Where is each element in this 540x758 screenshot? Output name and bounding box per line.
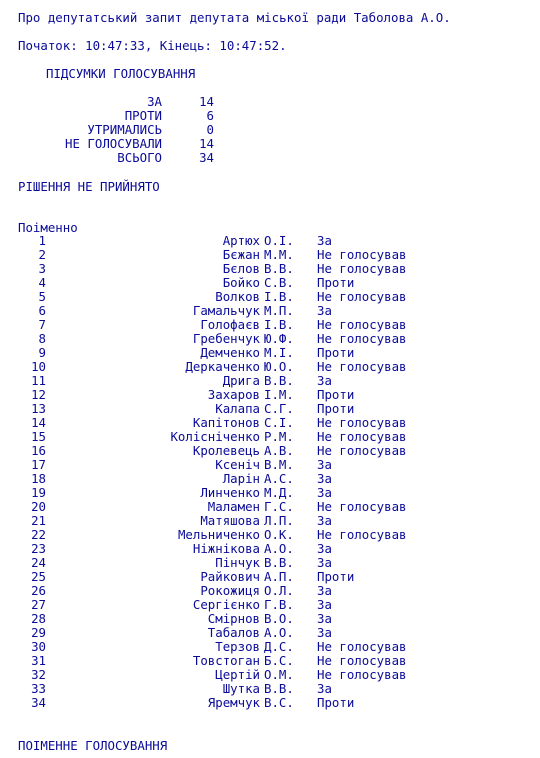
deputy-vote: Не голосував (317, 443, 407, 458)
deputy-surname: Захаров (207, 387, 260, 402)
deputy-number: 13 (31, 401, 46, 416)
deputy-initials: В.М. (264, 457, 294, 472)
roll-call-row (0, 682, 540, 696)
roll-call-row (0, 458, 540, 472)
deputy-number: 27 (31, 597, 46, 612)
deputy-number: 9 (38, 345, 46, 360)
deputy-number: 24 (31, 555, 46, 570)
deputy-vote: За (317, 681, 332, 696)
deputy-surname: Дрига (222, 373, 260, 388)
roll-call-row (0, 584, 540, 598)
deputy-number: 20 (31, 499, 46, 514)
deputy-vote: Не голосував (317, 247, 407, 262)
deputy-number: 2 (38, 247, 46, 262)
summary-value-total: 34 (199, 150, 214, 165)
deputy-initials: Д.С. (264, 639, 294, 654)
roll-call-row (0, 332, 540, 346)
deputy-number: 3 (38, 261, 46, 276)
deputy-vote: Проти (317, 387, 355, 402)
deputy-number: 26 (31, 583, 46, 598)
roll-call-row (0, 416, 540, 430)
deputy-vote: Не голосував (317, 499, 407, 514)
deputy-number: 32 (31, 667, 46, 682)
roll-call-row (0, 696, 540, 710)
deputy-initials: В.В. (264, 681, 294, 696)
deputy-surname: Демченко (200, 345, 260, 360)
roll-call-row (0, 500, 540, 514)
deputy-initials: Г.С. (264, 499, 294, 514)
deputy-number: 18 (31, 471, 46, 486)
deputy-vote: За (317, 597, 332, 612)
summary-label-total: ВСЬОГО (117, 150, 162, 165)
deputy-surname: Колісніченко (170, 429, 260, 444)
deputy-initials: А.П. (264, 569, 294, 584)
deputy-surname: Матяшова (200, 513, 260, 528)
deputy-number: 10 (31, 359, 46, 374)
deputy-initials: М.І. (264, 345, 294, 360)
deputy-surname: Шутка (222, 681, 260, 696)
deputy-initials: І.М. (264, 387, 294, 402)
roll-call-title: Поіменно (18, 220, 78, 235)
deputy-initials: С.І. (264, 415, 294, 430)
deputy-surname: Калапа (215, 401, 260, 416)
deputy-initials: В.В. (264, 555, 294, 570)
deputy-vote: Не голосував (317, 289, 407, 304)
deputy-vote: За (317, 373, 332, 388)
deputy-surname: Кролевець (192, 443, 260, 458)
deputy-number: 19 (31, 485, 46, 500)
vote-time: Початок: 10:47:33, Кінець: 10:47:52. (18, 38, 287, 53)
summary-label-against: ПРОТИ (124, 108, 162, 123)
deputy-surname: Волков (215, 289, 260, 304)
deputy-surname: Рокожиця (200, 583, 260, 598)
deputy-vote: Проти (317, 345, 355, 360)
deputy-vote: За (317, 625, 332, 640)
deputy-surname: Яремчук (207, 695, 260, 710)
deputy-vote: За (317, 611, 332, 626)
deputy-vote: За (317, 457, 332, 472)
deputy-initials: В.О. (264, 611, 294, 626)
roll-call-row (0, 276, 540, 290)
deputy-initials: М.П. (264, 303, 294, 318)
deputy-number: 4 (38, 275, 46, 290)
vote-subject: Про депутатський запит депутата міської ради Таболова А.О. (18, 10, 451, 25)
roll-call-row (0, 444, 540, 458)
deputy-initials: М.М. (264, 247, 294, 262)
deputy-surname: Сергієнко (192, 597, 260, 612)
deputy-vote: За (317, 303, 332, 318)
roll-call-row (0, 598, 540, 612)
deputy-vote: Не голосував (317, 667, 407, 682)
roll-call-row (0, 304, 540, 318)
deputy-vote: За (317, 471, 332, 486)
deputy-vote: Проти (317, 695, 355, 710)
roll-call-row (0, 640, 540, 654)
roll-call-row (0, 528, 540, 542)
deputy-surname: Голофаєв (200, 317, 260, 332)
deputy-surname: Маламен (207, 499, 260, 514)
deputy-vote: Не голосував (317, 429, 407, 444)
deputy-surname: Бойко (222, 275, 260, 290)
deputy-vote: Не голосував (317, 527, 407, 542)
deputy-initials: Г.В. (264, 597, 294, 612)
deputy-number: 28 (31, 611, 46, 626)
summary-label-for: ЗА (147, 94, 162, 109)
deputy-initials: О.І. (264, 233, 294, 248)
deputy-initials: С.В. (264, 275, 294, 290)
roll-call-row (0, 626, 540, 640)
roll-call-row (0, 654, 540, 668)
deputy-vote: Не голосував (317, 317, 407, 332)
footer-title: ПОІМЕННЕ ГОЛОСУВАННЯ (18, 738, 168, 753)
deputy-initials: О.Л. (264, 583, 294, 598)
deputy-surname: Ніжнікова (192, 541, 260, 556)
roll-call-row (0, 402, 540, 416)
deputy-surname: Табалов (207, 625, 260, 640)
deputy-initials: Р.М. (264, 429, 294, 444)
deputy-initials: А.В. (264, 443, 294, 458)
deputy-surname: Ксеніч (215, 457, 260, 472)
deputy-initials: В.С. (264, 695, 294, 710)
deputy-number: 22 (31, 527, 46, 542)
deputy-number: 11 (31, 373, 46, 388)
deputy-surname: Деркаченко (185, 359, 260, 374)
summary-value-for: 14 (199, 94, 214, 109)
deputy-number: 30 (31, 639, 46, 654)
deputy-vote: Не голосував (317, 331, 407, 346)
deputy-number: 8 (38, 331, 46, 346)
roll-call-row (0, 388, 540, 402)
deputy-initials: І.В. (264, 317, 294, 332)
roll-call-row (0, 262, 540, 276)
deputy-surname: Артюх (222, 233, 260, 248)
deputy-surname: Райкович (200, 569, 260, 584)
deputy-number: 23 (31, 541, 46, 556)
summary-value-abstained: 0 (206, 122, 214, 137)
deputy-number: 29 (31, 625, 46, 640)
deputy-number: 34 (31, 695, 46, 710)
roll-call-row (0, 290, 540, 304)
roll-call-row (0, 570, 540, 584)
roll-call-row (0, 612, 540, 626)
roll-call-row (0, 318, 540, 332)
summary-value-against: 6 (206, 108, 214, 123)
deputy-surname: Пінчук (215, 555, 260, 570)
deputy-vote: Проти (317, 275, 355, 290)
roll-call-row (0, 514, 540, 528)
deputy-surname: Бєжан (222, 247, 260, 262)
roll-call-row (0, 430, 540, 444)
deputy-vote: За (317, 555, 332, 570)
deputy-number: 14 (31, 415, 46, 430)
deputy-initials: Ю.Ф. (264, 331, 294, 346)
deputy-initials: С.Г. (264, 401, 294, 416)
summary-title: ПІДСУМКИ ГОЛОСУВАННЯ (46, 66, 196, 81)
deputy-number: 12 (31, 387, 46, 402)
deputy-vote: За (317, 513, 332, 528)
roll-call-row (0, 360, 540, 374)
deputy-number: 16 (31, 443, 46, 458)
deputy-initials: В.В. (264, 261, 294, 276)
deputy-number: 5 (38, 289, 46, 304)
deputy-initials: В.В. (264, 373, 294, 388)
deputy-vote: За (317, 583, 332, 598)
deputy-number: 1 (38, 233, 46, 248)
deputy-vote: За (317, 485, 332, 500)
deputy-vote: Проти (317, 569, 355, 584)
roll-call-row (0, 234, 540, 248)
deputy-surname: Терзов (215, 639, 260, 654)
deputy-surname: Мельниченко (177, 527, 260, 542)
deputy-initials: А.С. (264, 471, 294, 486)
deputy-vote: Не голосував (317, 639, 407, 654)
deputy-number: 25 (31, 569, 46, 584)
deputy-initials: О.М. (264, 667, 294, 682)
decision-text: РІШЕННЯ НЕ ПРИЙНЯТО (18, 179, 160, 194)
summary-label-abstained: УТРИМАЛИСЬ (87, 122, 162, 137)
deputy-initials: Ю.О. (264, 359, 294, 374)
deputy-initials: М.Д. (264, 485, 294, 500)
roll-call-row (0, 542, 540, 556)
deputy-number: 15 (31, 429, 46, 444)
deputy-initials: Л.П. (264, 513, 294, 528)
deputy-surname: Ларін (222, 471, 260, 486)
roll-call-row (0, 472, 540, 486)
deputy-number: 33 (31, 681, 46, 696)
deputy-surname: Гамальчук (192, 303, 260, 318)
deputy-initials: Б.С. (264, 653, 294, 668)
deputy-surname: Смірнов (207, 611, 260, 626)
deputy-number: 7 (38, 317, 46, 332)
deputy-initials: І.В. (264, 289, 294, 304)
deputy-number: 31 (31, 653, 46, 668)
deputy-surname: Товстоган (192, 653, 260, 668)
roll-call-row (0, 346, 540, 360)
deputy-initials: А.О. (264, 541, 294, 556)
roll-call-row (0, 248, 540, 262)
roll-call-row (0, 668, 540, 682)
roll-call-row (0, 486, 540, 500)
summary-label-not-voted: НЕ ГОЛОСУВАЛИ (65, 136, 162, 151)
roll-call-row (0, 556, 540, 570)
deputy-surname: Капітонов (192, 415, 260, 430)
deputy-vote: Проти (317, 401, 355, 416)
deputy-initials: А.О. (264, 625, 294, 640)
roll-call-row (0, 374, 540, 388)
deputy-vote: Не голосував (317, 653, 407, 668)
deputy-surname: Гребенчук (192, 331, 260, 346)
deputy-vote: За (317, 233, 332, 248)
summary-value-not-voted: 14 (199, 136, 214, 151)
deputy-vote: За (317, 541, 332, 556)
deputy-number: 21 (31, 513, 46, 528)
deputy-vote: Не голосував (317, 261, 407, 276)
deputy-surname: Цертій (215, 667, 260, 682)
deputy-surname: Линченко (200, 485, 260, 500)
deputy-vote: Не голосував (317, 359, 407, 374)
deputy-vote: Не голосував (317, 415, 407, 430)
deputy-initials: О.К. (264, 527, 294, 542)
deputy-surname: Бєлов (222, 261, 260, 276)
deputy-number: 17 (31, 457, 46, 472)
deputy-number: 6 (38, 303, 46, 318)
